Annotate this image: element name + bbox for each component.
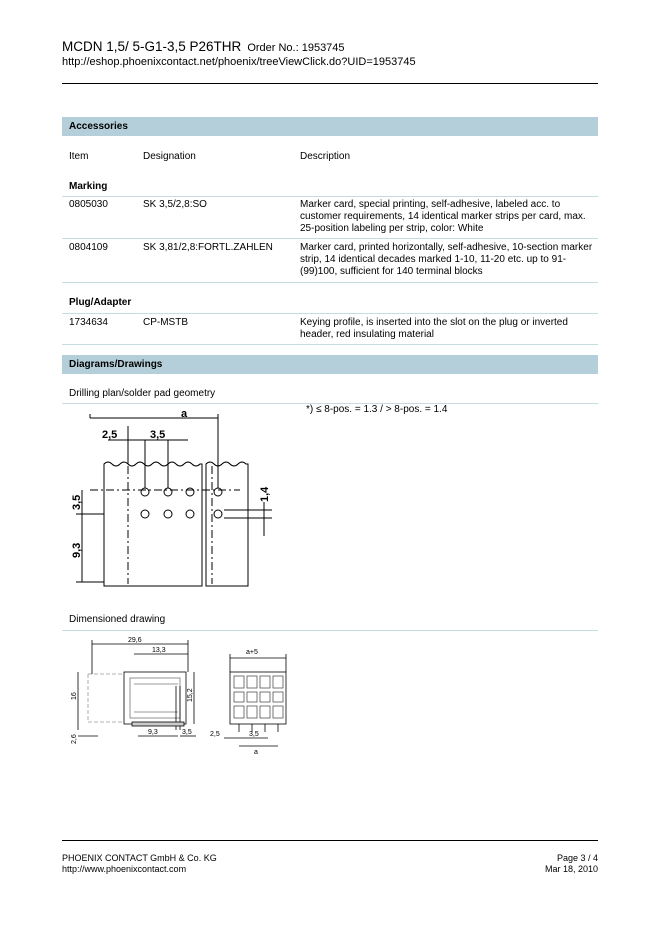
dim-a-front: a (254, 749, 258, 754)
description: Marker card, special printing, self-adhesive, labeled acc. to customer requirements, 14 identical marker strips per card, max. 25-position labeling per strip, color: White (300, 199, 586, 234)
column-header-description: Description (300, 151, 351, 162)
footer-website[interactable]: http://www.phoenixcontact.com (62, 864, 187, 874)
dim-15-2: 15,2 (187, 688, 194, 702)
row-divider (62, 344, 598, 345)
drilling-plan-caption: Drilling plan/solder pad geometry (69, 388, 216, 399)
accessories-section-header: Accessories (62, 117, 598, 136)
designation: SK 3,5/2,8:SO (143, 199, 207, 210)
dim-1-4: 1,4 (259, 486, 271, 502)
product-url[interactable]: http://eshop.phoenixcontact.net/phoenix/treeViewClick.do?UID=1953745 (62, 56, 416, 68)
dim-2-6: 2,6 (71, 734, 78, 744)
diagrams-section-header: Diagrams/Drawings (62, 355, 598, 374)
drilling-plan-note: *) ≤ 8-pos. = 1.3 / > 8-pos. = 1.4 (306, 404, 448, 415)
row-divider (62, 196, 598, 197)
designation: CP-MSTB (143, 317, 188, 328)
dim-3-5-bottom: 3,5 (182, 729, 192, 736)
dim-3-5-front: 3,5 (249, 731, 259, 738)
description: Keying profile, is inserted into the slot on the plug or inverted header, red insulating material (300, 317, 568, 340)
footer-page-number: Page 3 / 4 (556, 853, 598, 863)
footer-date: Mar 18, 2010 (544, 864, 598, 874)
board-outline (104, 462, 202, 586)
footer-company: PHOENIX CONTACT GmbH & Co. KG (62, 853, 217, 863)
dim-a: a (181, 408, 188, 420)
item-number: 0804109 (69, 242, 108, 253)
group-heading-plug-adapter: Plug/Adapter (69, 297, 132, 308)
row-divider (62, 282, 598, 283)
dim-3-5-vertical: 3,5 (71, 494, 83, 510)
designation: SK 3,81/2,8:FORTL.ZAHLEN (143, 242, 273, 253)
column-header-designation: Designation (143, 151, 196, 162)
dimensioned-drawing-caption: Dimensioned drawing (69, 614, 166, 625)
column-header-item: Item (69, 151, 89, 162)
order-number: Order No.: 1953745 (247, 42, 345, 54)
drilling-plan-drawing (68, 406, 278, 596)
dim-9-3: 9,3 (71, 542, 83, 558)
product-name: MCDN 1,5/ 5-G1-3,5 P26THR (62, 39, 242, 54)
dim-2-5: 2,5 (102, 429, 118, 441)
dimensioned-drawing (68, 634, 298, 754)
dim-3-5: 3,5 (150, 429, 166, 441)
item-number: 0805030 (69, 199, 108, 210)
header-divider (62, 83, 598, 84)
row-divider (62, 313, 598, 314)
dim-a-plus-5: a+5 (246, 649, 258, 656)
footer-divider (62, 840, 598, 841)
caption-divider (62, 630, 598, 631)
dim-9-3-bottom: 9,3 (148, 729, 158, 736)
row-divider (62, 238, 598, 239)
dim-29-6: 29,6 (128, 637, 142, 644)
dim-16: 16 (71, 692, 78, 700)
item-number: 1734634 (69, 317, 108, 328)
dim-2-5-front: 2,5 (210, 731, 220, 738)
dim-13-3: 13,3 (152, 647, 166, 654)
group-heading-marking: Marking (69, 181, 108, 192)
page-title (62, 39, 345, 54)
description: Marker card, printed horizontally, self-adhesive, 10-section marker strip, 14 identical decades marked 1-10, 11-20 etc. up to 91- (99)100, sufficient for 140 terminal blocks (300, 242, 593, 277)
